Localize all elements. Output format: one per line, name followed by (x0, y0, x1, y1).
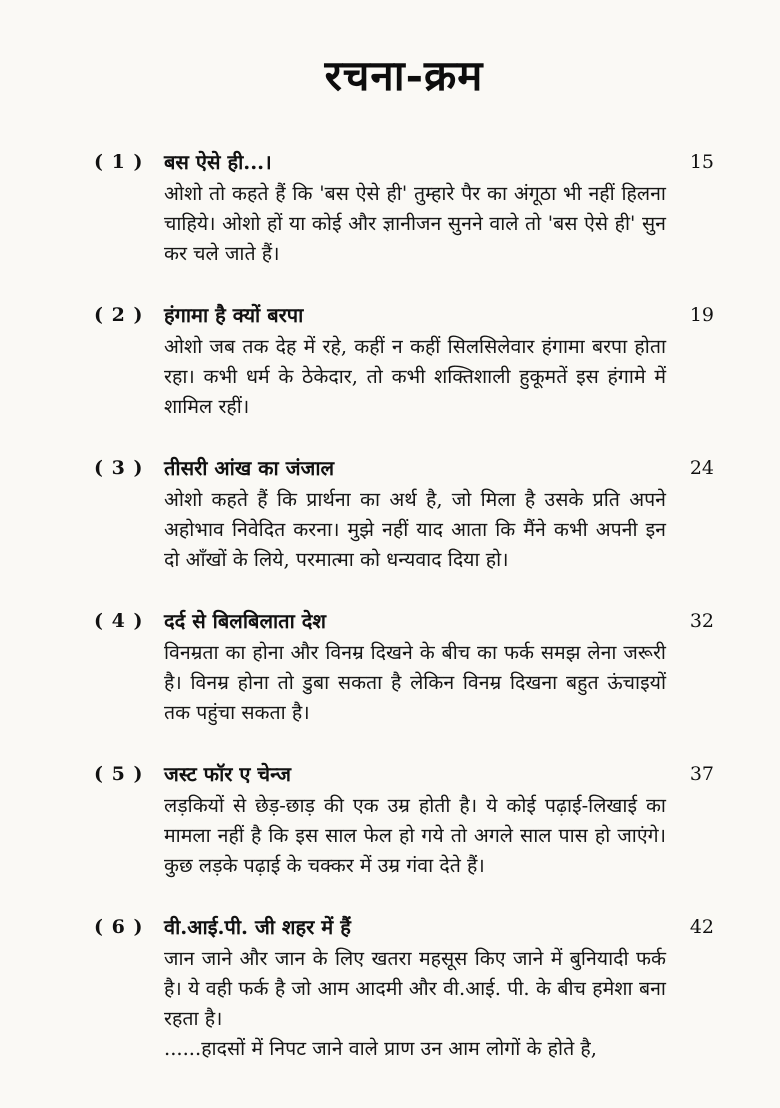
entry-description-continued: ......हादसों में निपट जाने वाले प्राण उन आम लोगों के होते है, (164, 1037, 597, 1060)
toc-entry (94, 453, 714, 575)
entry-number: ( 4 ) (94, 610, 144, 632)
entry-page-number: 37 (689, 763, 714, 785)
entry-number: ( 5 ) (94, 763, 144, 785)
toc-entry (94, 912, 714, 1064)
entry-description: ओशो तो कहते हैं कि 'बस ऐसे ही' तुम्हारे पैर का अंगूठा भी नहीं हिलना चाहिये। ओशो हों या कोई और ज्ञानीजन सुनने वाले तो 'बस ऐसे ही' सुन कर चले जाते हैं। (164, 182, 666, 265)
entry-content (164, 606, 666, 728)
entry-number: ( 6 ) (94, 916, 144, 938)
toc-entry (94, 759, 714, 881)
entry-title: तीसरी आंख का जंजाल (164, 456, 335, 480)
entry-description: जान जाने और जान के लिए खतरा महसूस किए जाने में बुनियादी फर्क है। ये वही फर्क है जो आम आदमी और वी.आई. पी. के बीच हमेशा बना रहता है। (164, 947, 666, 1030)
entry-description: ओशो जब तक देह में रहे, कहीं न कहीं सिलसिलेवार हंगामा बरपा होता रहा। कभी धर्म के ठेकेदार, तो कभी शक्तिशाली हुकूमतें इस हंगामे में शामिल रहीं। (164, 335, 666, 418)
entry-title: दर्द से बिलबिलाता देश (164, 609, 326, 633)
entry-description: ओशो कहते हैं कि प्रार्थना का अर्थ है, जो मिला है उसके प्रति अपने अहोभाव निवेदित करना। मुझे नहीं याद आता कि मैंने कभी अपनी इन दो आँखों के लिये, परमात्मा को धन्यवाद दिया हो। (164, 488, 666, 571)
entry-description: विनम्रता का होना और विनम्र दिखने के बीच का फर्क समझ लेना जरूरी है। विनम्र होना तो डुबा सकता है लेकिन विनम्र दिखना बहुत ऊंचाइयों तक पहुंचा सकता है। (164, 641, 666, 724)
entry-title: हंगामा है क्यों बरपा (164, 303, 304, 327)
entry-page-number: 19 (689, 304, 714, 326)
entry-page-number: 24 (689, 457, 714, 479)
page-title: रचना-क्रम (324, 51, 484, 100)
entry-description: लड़कियों से छेड़-छाड़ की एक उम्र होती है। ये कोई पढ़ाई-लिखाई का मामला नहीं है कि इस साल फेल हो गये तो अगले साल पास हो जाएंगे। कुछ लड़के पढ़ाई के चक्कर में उम्र गंवा देते हैं। (164, 794, 666, 877)
entry-page-number: 42 (689, 916, 714, 938)
entry-content (164, 147, 666, 269)
entry-content (164, 453, 666, 575)
entry-content (164, 759, 666, 881)
toc-entry (94, 300, 714, 422)
entry-title: बस ऐसे ही...। (164, 150, 272, 174)
entry-content (164, 912, 666, 1064)
entry-number: ( 3 ) (94, 457, 144, 479)
entry-title: वी.आई.पी. जी शहर में हैं (164, 915, 351, 939)
entry-content (164, 300, 666, 422)
entry-number: ( 2 ) (94, 304, 144, 326)
entry-page-number: 32 (689, 610, 714, 632)
entry-title: जस्ट फॉर ए चेन्ज (164, 762, 291, 786)
entry-page-number: 15 (689, 151, 714, 173)
toc-entry (94, 606, 714, 728)
entry-number: ( 1 ) (94, 151, 144, 173)
toc-entry (94, 147, 714, 269)
